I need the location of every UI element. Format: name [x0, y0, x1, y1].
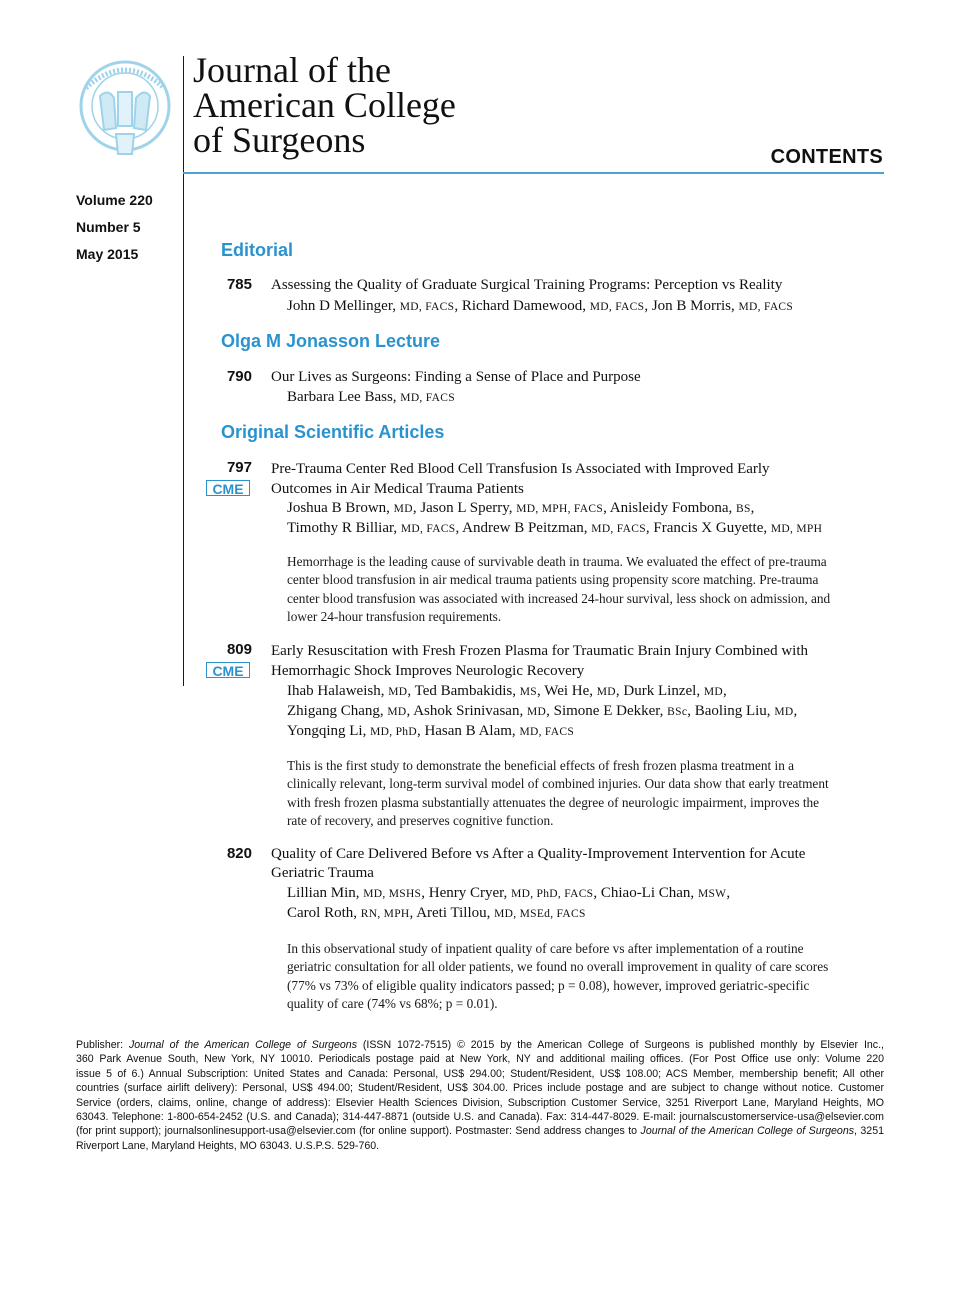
issue-number: Number 5 [76, 219, 141, 235]
article-title[interactable]: Assessing the Quality of Graduate Surgical Training Programs: Perception vs Reality [271, 277, 783, 293]
article-page-number: 809 [226, 641, 252, 658]
journal-title-line: American College [193, 85, 456, 125]
publisher-footer [76, 1038, 884, 1153]
article-title[interactable]: Geriatric Trauma [271, 865, 374, 881]
volume: Volume 220 [76, 192, 153, 208]
footer-line: countries (surface airlift delivery): Personal, US$ 494.00; Student/Resident, US$ 304.00. Prices include postage and are subject to change without notice. Customer [76, 1082, 884, 1095]
article-authors: Yongqing Li, MD, PhD, Hasan B Alam, MD, FACS [287, 723, 575, 739]
article-authors: Ihab Halaweish, MD, Ted Bambakidis, MS, Wei He, MD, Durk Linzel, MD, [287, 683, 727, 699]
footer-line: 63043. Telephone: 1-800-654-2452 (U.S. and Canada); 314-447-8871 (outside U.S. and Canada). Fax: 314-447-8029. E-mail: journalscustomerservice-usa@elsevier.com [76, 1111, 884, 1124]
journal-title-line: Journal of the [193, 50, 391, 90]
article-authors: Barbara Lee Bass, MD, FACS [287, 389, 455, 405]
footer-line: Publisher: Journal of the American College of Surgeons (ISSN 1072-7515) © 2015 by the American College of Surgeons is published monthly by Elsevier Inc., [76, 1039, 884, 1051]
article-authors: Lillian Min, MD, MSHS, Henry Cryer, MD, PhD, FACS, Chiao-Li Chan, MSW, [287, 885, 731, 901]
article-page-number: 790 [226, 368, 252, 385]
footer-line: issue 5 of 6.) Annual Subscription: United States and Canada: Personal, US$ 294.00; Student/Resident, US$ 108.00; ACS Member, membership benefit; All other [76, 1067, 884, 1080]
article-title[interactable]: Quality of Care Delivered Before vs After a Quality-Improvement Intervention for Acute [271, 846, 806, 862]
article-title[interactable]: Early Resuscitation with Fresh Frozen Plasma for Traumatic Brain Injury Combined with [271, 643, 809, 659]
section-heading-lecture: Olga M Jonasson Lecture [221, 331, 441, 351]
issue-info [76, 187, 153, 268]
footer-line: Riverport Lane, Maryland Heights, MO 63043. U.S.P.S. 529-760. [76, 1139, 380, 1152]
footer-line: (for print support); journalsonlinesupport-usa@elsevier.com (for online support). Postmaster: Send address changes to Journal of the American College of Surgeons, 3251 [76, 1125, 884, 1138]
section-heading-editorial: Editorial [221, 240, 294, 260]
cme-badge[interactable]: CME [206, 662, 250, 678]
article-authors: Zhigang Chang, MD, Ashok Srinivasan, MD, Simone E Dekker, BSc, Baoling Liu, MD, [287, 703, 798, 719]
vertical-rule [183, 56, 184, 686]
header-rule [183, 172, 884, 174]
article-abstract: In this observational study of inpatient quality of care before vs after implementation of a routine geriatric consultation for all older patients, we found no overall improvement in quality of care scores (77% vs 73% of eligible quality indicators passed; p = 0.08), however, improved geriatric-specific quality of care (74% vs 68%; p = 0.01). [287, 941, 829, 1011]
article-title[interactable]: Hemorrhagic Shock Improves Neurologic Recovery [271, 663, 585, 679]
article-abstract: Hemorrhage is the leading cause of survivable death in trauma. We evaluated the effect of pre-trauma center blood transfusion in air medical trauma patients using propensity score matching. Pre-trauma center blood transfusion was associated with increased 24-hour survival, less shock on admission, and lower 24-hour transfusion requirements. [287, 554, 831, 624]
article-authors: Carol Roth, RN, MPH, Areti Tillou, MD, MSEd, FACS [287, 905, 586, 921]
article-authors: Timothy R Billiar, MD, FACS, Andrew B Peitzman, MD, FACS, Francis X Guyette, MD, MPH [287, 520, 823, 536]
article-title[interactable]: Pre-Trauma Center Red Blood Cell Transfusion Is Associated with Improved Early [271, 461, 770, 477]
article-authors: John D Mellinger, MD, FACS, Richard Damewood, MD, FACS, Jon B Morris, MD, FACS [287, 298, 794, 314]
journal-title [193, 50, 456, 160]
article-page-number: 797 [226, 459, 252, 476]
article-page-number: 820 [226, 845, 252, 862]
article-authors: Joshua B Brown, MD, Jason L Sperry, MD, MPH, FACS, Anisleidy Fombona, BS, [287, 500, 755, 516]
college-seal-logo [78, 58, 172, 162]
journal-title-line: of Surgeons [193, 120, 366, 160]
article-title[interactable]: Our Lives as Surgeons: Finding a Sense of Place and Purpose [271, 369, 641, 385]
article-title[interactable]: Outcomes in Air Medical Trauma Patients [271, 481, 524, 497]
footer-line: Service (orders, claims, online, change of address): Elsevier Health Sciences Division, Subscription Customer Service, 3251 Riverport Lane, Maryland Heights, MO [76, 1096, 884, 1109]
article-page-number: 785 [226, 276, 252, 293]
cme-badge[interactable]: CME [206, 480, 250, 496]
article-abstract: This is the first study to demonstrate the beneficial effects of fresh frozen plasma treatment in a clinically relevant, long-term survival model of combined injuries. Our data show that early treatment with fresh frozen plasma substantially attenuates the degree of neurologic impairment, improves the rate of recovery, and preserves cognitive function. [287, 758, 829, 828]
footer-line: 360 Park Avenue South, New York, NY 10010. Periodicals postage paid at New York, NY and additional mailing offices. (For Post Office use only: Volume 220 [76, 1053, 884, 1066]
section-heading-original-articles: Original Scientific Articles [221, 422, 445, 442]
issue-date: May 2015 [76, 246, 139, 262]
contents-label: CONTENTS [770, 146, 883, 168]
